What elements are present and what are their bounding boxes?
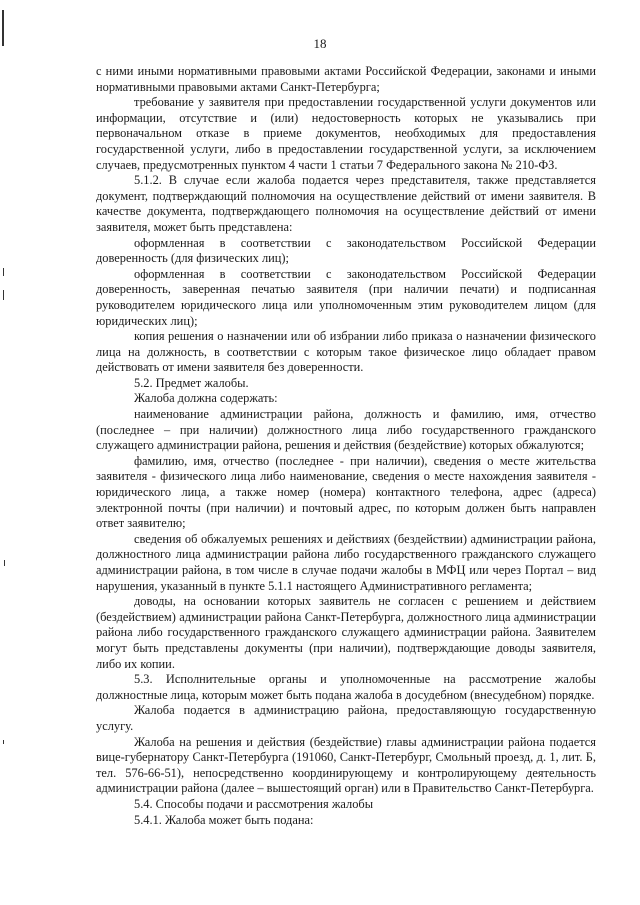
section-heading: 5.4.1. Жалоба может быть подана: <box>134 812 314 827</box>
paragraph: Жалоба подается в администрацию района, предоставляющую государственную услугу. <box>96 703 596 733</box>
paragraph: требование у заявителя при предоставлении государственной услуги документов или информации, отсутствие и (или) недостоверность которых не указывались при первоначальном отказе в приеме документов, необходимых для предоставления государственной услуги, либо в предоставлении государственной услуги, за исключением случаев, предусмотренных пунктом 4 части 1 статьи 7 Федерального закона № 210-ФЗ. <box>96 95 596 172</box>
section-heading: 5.3. Исполнительные органы и уполномоченные на рассмотрение жалобы должностные лица, которым может быть подана жалоба в досудебном (внесудебном) порядке. <box>96 672 596 702</box>
paragraph: фамилию, имя, отчество (последнее - при наличии), сведения о месте жительства заявителя - физического лица либо наименование, сведения о месте нахождения заявителя - юридического лица, а также номер (номера) контактного телефона, адрес (адреса) электронной почты (при наличии) и почтовый адрес, по которым должен быть направлен ответ заявителю; <box>96 453 596 531</box>
paragraph: копия решения о назначении или об избрании либо приказа о назначении физического лица на должность, в соответствии с которым такое физическое лицо обладает правом действовать от имени заявителя без доверенности. <box>96 329 596 375</box>
paragraph: сведения об обжалуемых решениях и действиях (бездействии) администрации района, должностного лица администрации района либо государственного гражданского служащего администрации района, в том числе в случае подачи жалобы в МФЦ или через Портал – вид нарушения, указанный в пункте 5.1.1 настоящего Административного регламента; <box>96 531 596 593</box>
scan-edge-mark <box>3 268 4 276</box>
scan-edge-mark <box>3 290 4 300</box>
document-body <box>96 64 596 828</box>
paragraph: Жалоба на решения и действия (бездействие) главы администрации района подается вице-губернатору Санкт-Петербурга (191060, Санкт-Петербург, Смольный проезд, д. 1, лит. Б, тел. 576-66-51), непосредственно координирующему и контролирующему деятельность администрации района (далее – вышестоящий орган) или в Правительство Санкт-Петербурга. <box>96 734 596 796</box>
scan-edge-mark <box>3 740 4 744</box>
section-heading: 5.2. Предмет жалобы. <box>134 375 249 390</box>
paragraph: доводы, на основании которых заявитель не согласен с решением и действием (бездействием) администрации района Санкт-Петербурга, должностного лица администрации района либо государственного гражданского служащего администрации района. Заявителем могут быть представлены документы (при наличии), подтверждающие доводы заявителя, либо их копии. <box>96 594 596 671</box>
paragraph: 5.1.2. В случае если жалоба подается через представителя, также представляется документ, подтверждающий полномочия на осуществление действий от имени заявителя. В качестве документа, подтверждающего полномочия на осуществление действий от имени заявителя, может быть представлена: <box>96 173 596 234</box>
paragraph: наименование администрации района, должность и фамилию, имя, отчество (последнее – при наличии) должностного лица либо государственного гражданского служащего администрации района, решения и действия (бездействие) которых обжалуются; <box>96 407 596 453</box>
section-heading: 5.4. Способы подачи и рассмотрения жалобы <box>134 796 374 811</box>
scan-edge-mark <box>4 560 5 566</box>
paragraph: Жалоба должна содержать: <box>134 391 278 406</box>
paragraph: с ними иными нормативными правовыми актами Российской Федерации, законами и иными нормативными правовыми актами Санкт-Петербурга; <box>96 64 596 94</box>
page-number: 18 <box>313 36 327 51</box>
paragraph: оформленная в соответствии с законодательством Российской Федерации доверенность, заверенная печатью заявителя (при наличии печати) и подписанная руководителем юридического лица или уполномоченным этим руководителем лицом (для юридических лиц); <box>96 266 596 328</box>
paragraph: оформленная в соответствии с законодательством Российской Федерации доверенность (для физических лиц); <box>96 235 596 266</box>
